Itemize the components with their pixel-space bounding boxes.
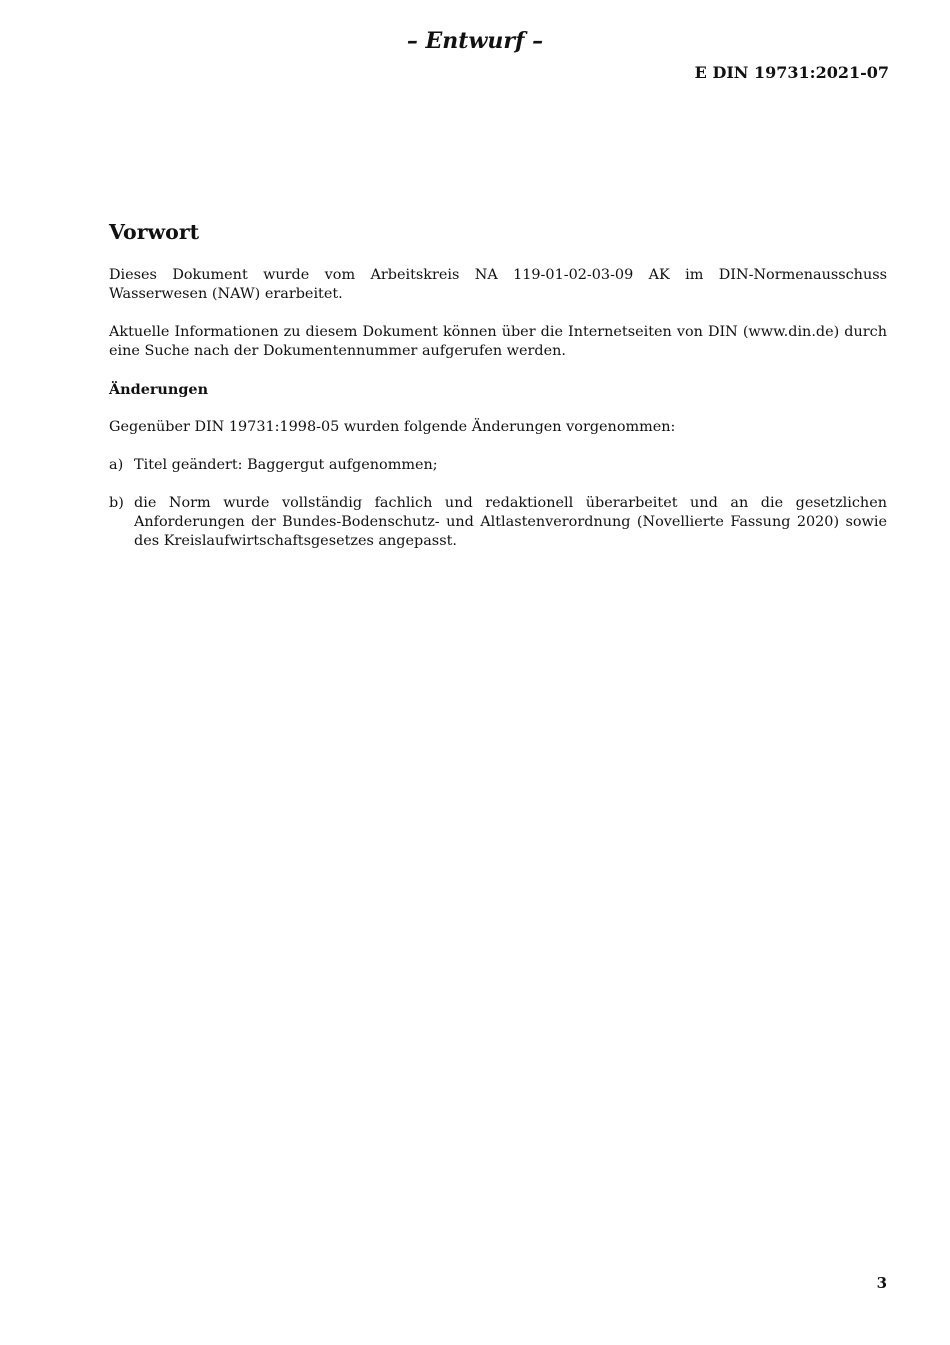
list-item bbox=[109, 494, 887, 551]
list-item-text: die Norm wurde vollständig fachlich und redaktionell überarbeitet und an die gesetzlichen Anforderungen der Bundes-Bodenschutz- und Altlastenverordnung (Novellierte Fassung 2020) sowie des Kreislaufwirtschaftsgesetzes angepasst. bbox=[134, 495, 887, 549]
list-item-marker: b) bbox=[109, 495, 124, 511]
list-item-text: Titel geändert: Baggergut aufgenommen; bbox=[134, 457, 438, 473]
list-item bbox=[109, 456, 887, 475]
page-content bbox=[109, 218, 887, 570]
page-number: 3 bbox=[876, 1274, 887, 1292]
changes-intro: Gegenüber DIN 19731:1998-05 wurden folgende Änderungen vorgenommen: bbox=[109, 419, 676, 435]
foreword-paragraph-committee: Dieses Dokument wurde vom Arbeitskreis NA 119-01-02-03-09 AK im DIN-Normenausschuss Wasserwesen (NAW) erarbeitet. bbox=[109, 267, 887, 302]
draft-watermark-label: – Entwurf – bbox=[406, 28, 544, 54]
list-item-marker: a) bbox=[109, 457, 124, 473]
foreword-paragraph-info: Aktuelle Informationen zu diesem Dokument können über die Internetseiten von DIN (www.din.de) durch eine Suche nach der Dokumentennummer aufgerufen werden. bbox=[109, 324, 887, 359]
changes-heading: Änderungen bbox=[109, 381, 209, 398]
changes-list bbox=[109, 456, 887, 551]
section-title-foreword: Vorwort bbox=[109, 220, 200, 244]
document-id: E DIN 19731:2021-07 bbox=[694, 63, 889, 82]
